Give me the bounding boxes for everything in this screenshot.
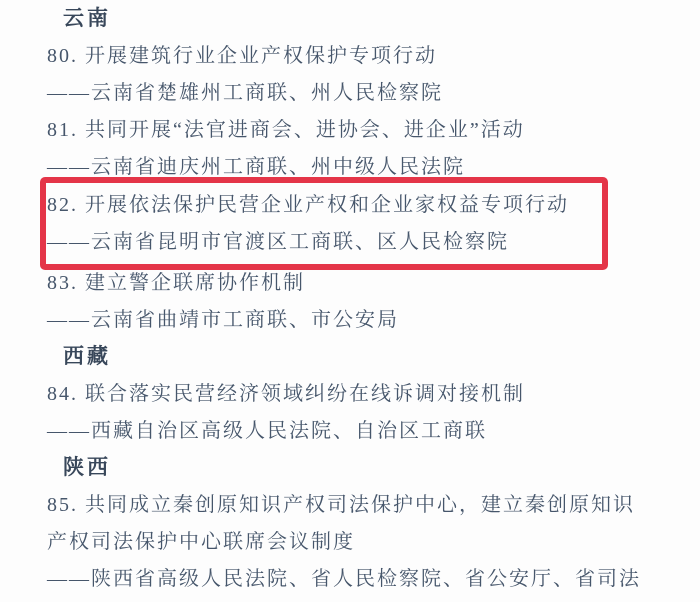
list-item: 85. 共同成立秦创原知识产权司法保护中心，建立秦创原知识 xyxy=(47,494,635,516)
org-attribution-line: ——陕西省高级人民法院、省人民检察院、省公安厅、省司法 xyxy=(47,568,641,590)
list-item: 82. 开展依法保护民营企业产权和企业家权益专项行动 xyxy=(47,194,569,216)
list-item: 81. 共同开展“法官进商会、进协会、进企业”活动 xyxy=(47,119,525,141)
org-attribution-line: ——云南省楚雄州工商联、州人民检察院 xyxy=(47,82,443,104)
section-header: 云南 xyxy=(63,7,111,30)
org-attribution-line: ——云南省迪庆州工商联、州中级人民法院 xyxy=(47,156,465,178)
list-item-continuation: 产权司法保护中心联席会议制度 xyxy=(47,531,355,553)
list-item: 84. 联合落实民营经济领域纠纷在线诉调对接机制 xyxy=(47,383,525,405)
list-item: 83. 建立警企联席协作机制 xyxy=(47,272,305,294)
section-header: 西藏 xyxy=(63,345,111,368)
red-highlight-box xyxy=(40,177,608,270)
org-attribution-line: ——云南省昆明市官渡区工商联、区人民检察院 xyxy=(47,231,509,253)
org-attribution-line: ——西藏自治区高级人民法院、自治区工商联 xyxy=(47,420,487,442)
org-attribution-line: ——云南省曲靖市工商联、市公安局 xyxy=(47,309,399,331)
list-item: 80. 开展建筑行业企业产权保护专项行动 xyxy=(47,45,437,67)
section-header: 陕西 xyxy=(63,456,111,479)
